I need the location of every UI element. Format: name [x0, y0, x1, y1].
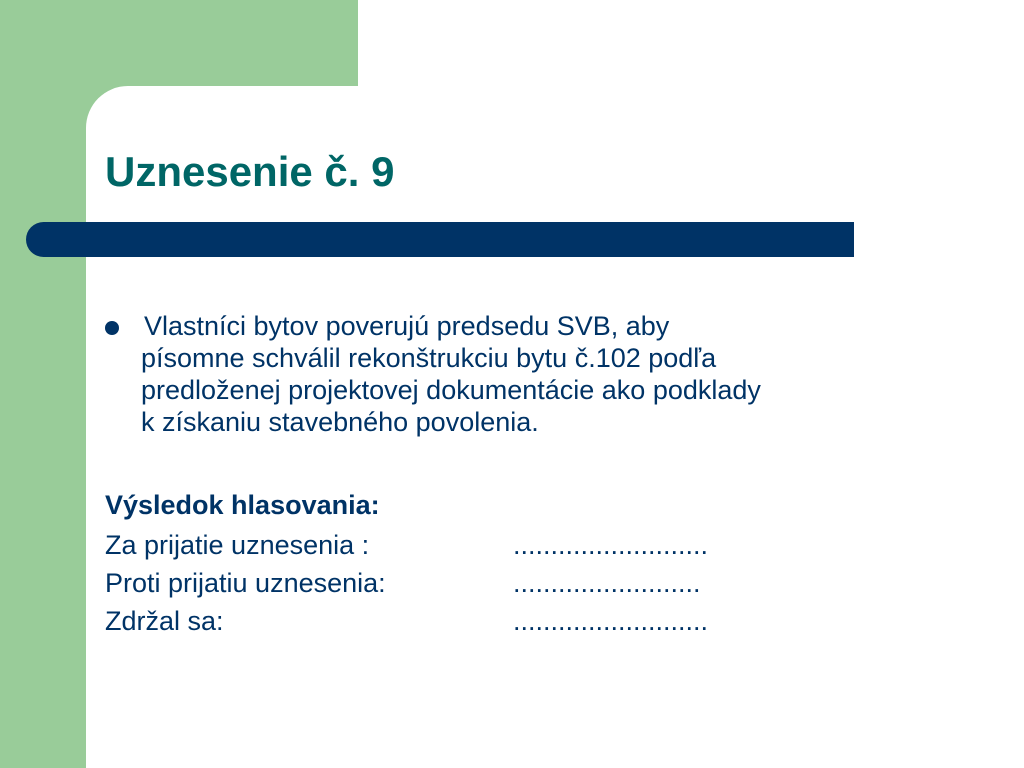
bullet-line: predloženej projektovej dokumentácie ako podklady: [141, 375, 761, 405]
vote-row-abstain: [105, 601, 905, 639]
vote-blank-field: .........................: [513, 568, 701, 598]
vote-blank-field: ..........................: [513, 606, 709, 636]
vote-row-against: [105, 563, 905, 601]
vote-label: Proti prijatiu uznesenia:: [105, 568, 386, 598]
bullet-text: [105, 310, 945, 438]
vote-row-for: [105, 525, 905, 563]
results-heading: Výsledok hlasovania:: [105, 490, 380, 520]
bullet-item: [105, 310, 945, 438]
slide-title: Uznesenie č. 9: [105, 148, 395, 195]
bullet-line: Vlastníci bytov poverujú predsedu SVB, aby: [144, 311, 670, 341]
bullet-line: k získaniu stavebného povolenia.: [141, 407, 539, 437]
bullet-dot-icon: [105, 321, 119, 335]
vote-blank-field: ..........................: [513, 530, 709, 560]
vote-label: Zdržal sa:: [105, 606, 224, 636]
vote-label: Za prijatie uznesenia :: [105, 530, 370, 560]
voting-results: [105, 485, 905, 639]
title-underline-bar: [26, 222, 854, 257]
bullet-line: písomne schválil rekonštrukciu bytu č.102 podľa: [141, 343, 717, 373]
